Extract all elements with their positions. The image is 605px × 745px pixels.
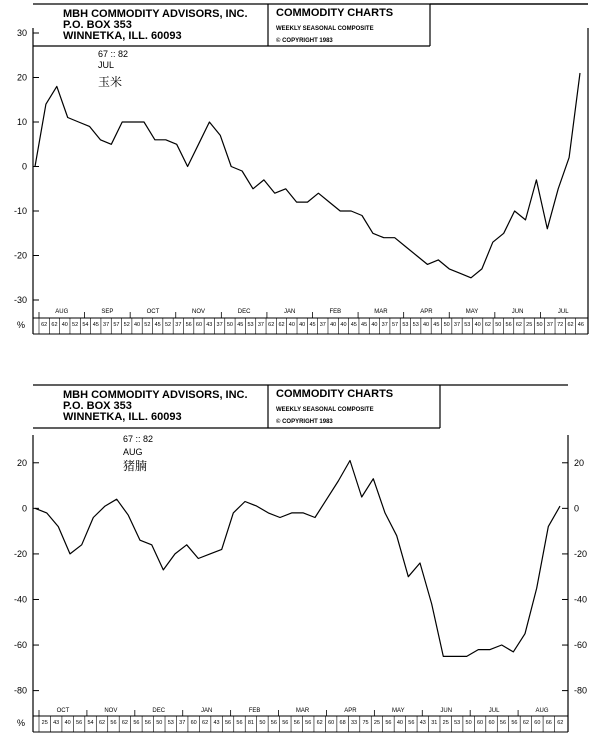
chart2-y-tick-label: -60	[13, 640, 27, 651]
chart1-table-cell: 62	[278, 322, 285, 328]
chart2-month-label: JUN	[440, 708, 453, 714]
chart2-y-tick-label: -40	[13, 594, 27, 605]
chart2-y-tick-label-right: -40	[574, 594, 588, 605]
chart2-table-cell: 31	[431, 720, 438, 726]
chart1-contract-label: JUL	[98, 60, 115, 70]
chart1-table-cell: 60	[195, 322, 203, 328]
chart1-table-cell: 25	[526, 322, 533, 328]
chart1-table-cell: 45	[237, 322, 244, 328]
chart1-company-line-3: WINNETKA, ILL. 60093	[63, 30, 182, 42]
chart2-table-cell: 43	[213, 720, 220, 726]
chart2-table-cell: 53	[454, 720, 461, 726]
chart2-table-cell: 60	[328, 720, 335, 726]
chart1-seasonal-line	[35, 73, 580, 278]
chart2-table-cell: 53	[167, 720, 174, 726]
chart1-table-cell: 50	[443, 322, 450, 328]
chart1-y-tick-label: -20	[13, 250, 27, 261]
chart1-table-cell: 45	[309, 322, 316, 328]
chart2-table-cell: 33	[350, 720, 358, 726]
chart1-table-cell: 37	[546, 322, 553, 328]
chart1-table-cell: 53	[464, 322, 471, 328]
chart1-table-cell: 72	[557, 322, 564, 328]
chart2-chart-subtitle: WEEKLY SEASONAL COMPOSITE	[276, 407, 374, 413]
chart1-table-cell: 57	[392, 322, 399, 328]
chart1-table-cell: 45	[361, 322, 368, 328]
chart1-table-cell: 37	[216, 322, 223, 328]
chart2-table-cell: 56	[499, 720, 507, 726]
chart2-y-tick-label: -20	[13, 548, 27, 559]
chart1-table-cell: 56	[505, 322, 512, 328]
chart1-table-cell: 45	[433, 322, 440, 328]
chart1-table-cell: 40	[340, 322, 347, 328]
chart2-company-line-3: WINNETKA, ILL. 60093	[63, 411, 182, 423]
chart1-table-cell: 62	[268, 322, 275, 328]
chart1-table-cell: 37	[319, 322, 326, 328]
chart1-table-cell: 40	[61, 322, 68, 328]
chart1-table-cell: 53	[402, 322, 409, 328]
chart2-table-cell: 56	[293, 720, 300, 726]
chart2-table-cell: 60	[190, 720, 197, 726]
chart2-contract-label: AUG	[123, 447, 143, 457]
chart1-month-label: JUN	[511, 309, 524, 315]
chart1-table-cell: 37	[175, 322, 182, 328]
chart1-table-cell: 52	[164, 322, 172, 328]
chart1-table-cell: 52	[144, 322, 151, 328]
chart2-y-tick-label-right: 0	[574, 503, 580, 514]
chart2-table-cell: 56	[282, 720, 289, 726]
chart2-y-tick-label-right: -80	[574, 685, 588, 696]
chart2-table-cell: 56	[76, 720, 83, 726]
chart2-month-label: NOV	[104, 708, 118, 714]
chart2-copyright: © COPYRIGHT 1983	[276, 419, 333, 425]
chart2-y-tick-label: -80	[13, 685, 27, 696]
chart1-table-cell: 62	[41, 322, 48, 328]
chart1-y-tick-label: -30	[13, 295, 27, 305]
chart2-month-label: OCT	[56, 708, 70, 714]
chart1-table-cell: 50	[495, 322, 502, 328]
chart2-table-cell: 56	[385, 720, 392, 726]
chart2-month-label: MAY	[392, 708, 405, 714]
chart2-table-cell: 37	[179, 720, 186, 726]
chart1-table-cell: 50	[536, 322, 543, 328]
chart2-table-cell: 50	[259, 720, 266, 726]
chart1-table-cell: 57	[113, 322, 120, 328]
chart1-table-cell: 54	[82, 322, 89, 328]
chart1-table-cell: 40	[288, 322, 295, 328]
chart1-table-cell: 40	[474, 322, 481, 328]
chart2-table-cell: 62	[202, 720, 209, 726]
chart1-table-cell: 40	[299, 322, 306, 328]
chart1-month-label: NOV	[192, 309, 206, 315]
chart2-month-label: JAN	[201, 708, 213, 714]
chart2-table-cell: 60	[488, 720, 495, 726]
chart2-percent-label: %	[17, 718, 26, 728]
chart1-table-cell: 45	[350, 322, 357, 328]
chart2-table-cell: 56	[408, 720, 415, 726]
chart2-table-cell: 81	[247, 720, 255, 726]
chart1-table-cell: 40	[133, 322, 141, 328]
chart1-table-cell: 40	[330, 322, 337, 328]
chart2-table-cell: 75	[362, 720, 369, 726]
chart1-table-cell: 43	[206, 322, 213, 328]
chart2-table-cell: 25	[41, 720, 48, 726]
chart1-table-cell: 46	[577, 322, 584, 328]
chart1-table-cell: 52	[72, 322, 79, 328]
chart1-y-tick-label: 0	[21, 161, 27, 172]
chart2-table-cell: 43	[53, 720, 60, 726]
chart2-y-tick-label: 0	[21, 503, 27, 514]
chart1-years-label: 67 :: 82	[98, 49, 129, 59]
chart1-table-cell: 40	[422, 322, 430, 328]
chart2-table-cell: 66	[545, 720, 552, 726]
chart2-table-cell: 60	[477, 720, 484, 726]
chart1-month-label: DEC	[237, 309, 251, 315]
chart2-table-cell: 50	[156, 720, 163, 726]
chart1-table-cell: 50	[226, 322, 233, 328]
chart1-chart-title: COMMODITY CHARTS	[276, 7, 394, 19]
chart1-table-cell: 62	[51, 322, 58, 328]
chart2-table-cell: 62	[316, 720, 323, 726]
chart1-table-cell: 45	[92, 322, 99, 328]
chart1-month-label: FEB	[329, 309, 342, 315]
chart2-table-cell: 56	[144, 720, 151, 726]
chart1-table-cell: 53	[247, 322, 254, 328]
chart2-table-cell: 56	[270, 720, 277, 726]
chart2-table-cell: 60	[534, 720, 541, 726]
chart1-table-cell: 45	[154, 322, 161, 328]
chart1-month-label: JAN	[284, 309, 296, 315]
chart2-table-cell: 50	[465, 720, 472, 726]
chart1-chart-subtitle: WEEKLY SEASONAL COMPOSITE	[276, 26, 374, 32]
chart2-years-label: 67 :: 82	[123, 434, 154, 444]
chart2-company-line-2: P.O. BOX 353	[63, 400, 132, 412]
chart2-table-cell: 56	[236, 720, 243, 726]
chart1-y-tick-label: 20	[16, 72, 27, 83]
chart1-company-line-1: MBH COMMODITY ADVISORS, INC.	[63, 8, 248, 20]
chart2-month-label: AUG	[535, 708, 549, 714]
chart1-table-cell: 56	[185, 322, 192, 328]
chart2-table-cell: 56	[110, 720, 117, 726]
chart2-chart-title: COMMODITY CHARTS	[276, 388, 394, 400]
chart2-table-cell: 56	[511, 720, 518, 726]
chart1-month-label: JUL	[557, 309, 569, 315]
chart2-table-cell: 62	[98, 720, 106, 726]
chart2-table-cell: 62	[121, 720, 128, 726]
chart2-y-tick-label-right: 20	[574, 457, 585, 468]
chart2-seasonal-line	[35, 461, 560, 657]
chart1-table-cell: 37	[257, 322, 264, 328]
chart1-table-cell: 62	[567, 322, 574, 328]
chart2-table-cell: 40	[64, 720, 71, 726]
chart1-table-cell: 62	[515, 322, 522, 328]
chart2-month-label: FEB	[248, 708, 261, 714]
chart2-table-cell: 56	[133, 720, 140, 726]
chart2-company-line-1: MBH COMMODITY ADVISORS, INC.	[63, 389, 248, 401]
chart1-table-cell: 37	[103, 322, 110, 328]
chart1-table-cell: 37	[453, 322, 461, 328]
chart1-y-tick-label: 30	[16, 28, 27, 38]
chart1-company-line-2: P.O. BOX 353	[63, 19, 132, 31]
chart2-month-label: MAR	[295, 708, 310, 714]
chart1-y-tick-label: 10	[16, 117, 27, 127]
chart1-commodity-label: 玉米	[98, 75, 123, 89]
chart2-y-tick-label-right: -60	[574, 640, 588, 651]
chart2-y-tick-label: 20	[16, 457, 27, 468]
chart2-table-cell: 25	[373, 720, 381, 726]
chart1-month-label: OCT	[146, 309, 160, 315]
chart2-commodity-label: 猪腩	[123, 459, 148, 473]
chart1-table-cell: 40	[371, 322, 378, 328]
chart1-table-cell: 53	[412, 322, 419, 328]
chart2-table-cell: 56	[224, 720, 232, 726]
chart2-table-cell: 68	[339, 720, 346, 726]
chart2-month-label: DEC	[152, 708, 166, 714]
chart2-table-cell: 62	[557, 720, 564, 726]
chart1-table-cell: 62	[484, 322, 492, 328]
chart2-table-cell: 43	[419, 720, 426, 726]
chart1-month-label: AUG	[55, 309, 69, 315]
chart1-month-label: APR	[420, 309, 433, 315]
chart2-table-cell: 54	[87, 720, 94, 726]
chart1-table-cell: 52	[123, 322, 130, 328]
chart2-table-cell: 40	[396, 720, 403, 726]
chart1-table-cell: 37	[381, 322, 388, 328]
chart1-month-label: SEP	[101, 309, 114, 315]
chart1-month-label: MAY	[465, 309, 479, 315]
chart2-table-cell: 56	[305, 720, 312, 726]
chart1-copyright: © COPYRIGHT 1983	[276, 38, 333, 44]
chart1-y-tick-label: -10	[13, 206, 27, 216]
chart2-table-cell: 25	[442, 720, 449, 726]
chart1-month-label: MAR	[374, 309, 388, 315]
chart2-table-cell: 62	[522, 720, 529, 726]
chart2-month-label: APR	[344, 708, 357, 714]
chart2-y-tick-label-right: -20	[574, 548, 588, 559]
chart2-month-label: JUL	[488, 708, 500, 714]
chart1-percent-label: %	[17, 320, 26, 330]
